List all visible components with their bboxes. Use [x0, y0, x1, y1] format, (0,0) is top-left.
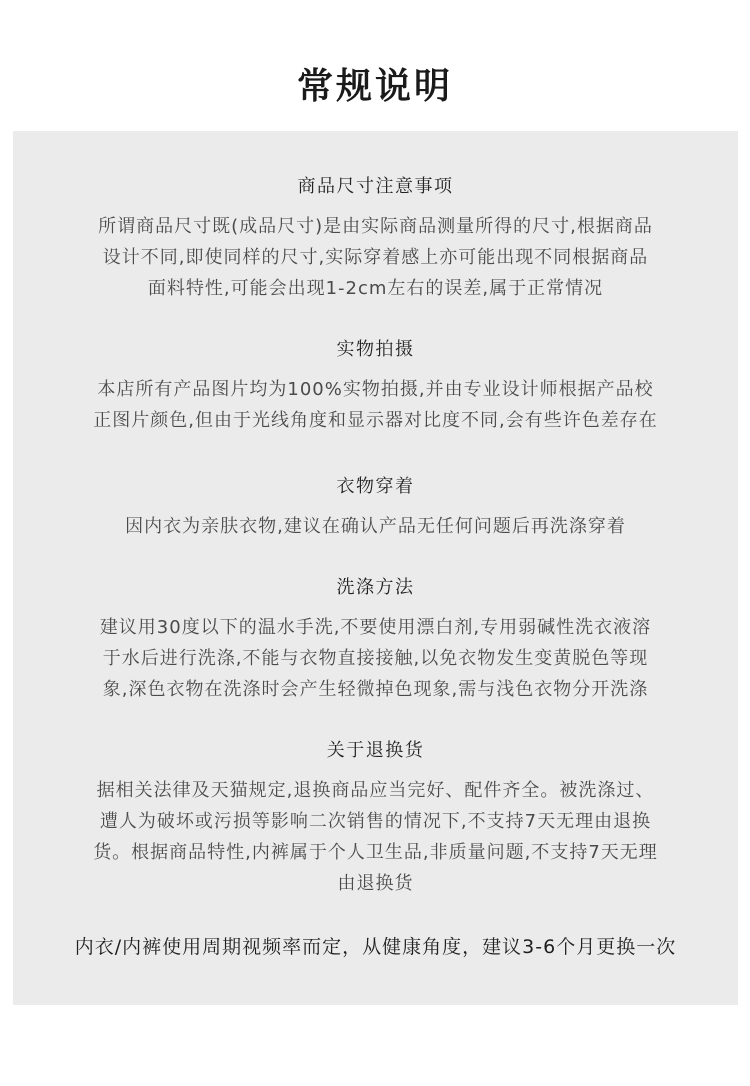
section-line: 货。根据商品特性,内裤属于个人卫生品,非质量问题,不支持7天无理	[93, 842, 658, 863]
section-body	[13, 612, 738, 705]
section-line: 所谓商品尺寸既(成品尺寸)是由实际商品测量所得的尺寸,根据商品	[98, 216, 653, 237]
section-title: 衣物穿着	[336, 476, 415, 497]
section-wearing	[13, 475, 738, 542]
section-title: 关于退换货	[326, 740, 425, 761]
section-returns	[13, 739, 738, 899]
section-line: 于水后进行洗涤,不能与衣物直接接触,以免衣物发生变黄脱色等现	[102, 648, 649, 669]
section-line: 面料特性,可能会出现1-2cm左右的误差,属于正常情况	[147, 278, 604, 299]
section-line: 设计不同,即使同样的尺寸,实际穿着感上亦可能出现不同根据商品	[102, 247, 649, 268]
section-line: 遭人为破坏或污损等影响二次销售的情况下,不支持7天无理由退换	[99, 811, 652, 832]
section-line: 因内衣为亲肤衣物,建议在确认产品无任何问题后再洗涤穿着	[125, 516, 626, 537]
notes-panel	[13, 131, 738, 1005]
section-title: 洗涤方法	[336, 577, 415, 598]
replacement-note: 内衣/内裤使用周期视频率而定，从健康角度，建议3-6个月更换一次	[74, 936, 677, 958]
section-body	[13, 374, 738, 436]
section-line: 由退换货	[337, 873, 414, 894]
section-body	[13, 511, 738, 542]
section-title: 商品尺寸注意事项	[297, 176, 454, 197]
section-photography	[13, 338, 738, 436]
section-body	[13, 775, 738, 899]
section-line: 本店所有产品图片均为100%实物拍摄,并由专业设计师根据产品校	[97, 379, 654, 400]
section-line: 正图片颜色,但由于光线角度和显示器对比度不同,会有些许色差存在	[93, 410, 658, 431]
section-washing	[13, 576, 738, 705]
section-title: 实物拍摄	[336, 339, 415, 360]
page-title: 常规说明	[296, 66, 453, 107]
section-body	[13, 211, 738, 304]
section-line: 象,深色衣物在洗涤时会产生轻微掉色现象,需与浅色衣物分开洗涤	[102, 679, 649, 700]
section-line: 据相关法律及天猫规定,退换商品应当完好、配件齐全。被洗涤过、	[96, 780, 655, 801]
section-line: 建议用30度以下的温水手洗,不要使用漂白剂,专用弱碱性洗衣液溶	[99, 617, 652, 638]
section-size-notes	[13, 175, 738, 304]
